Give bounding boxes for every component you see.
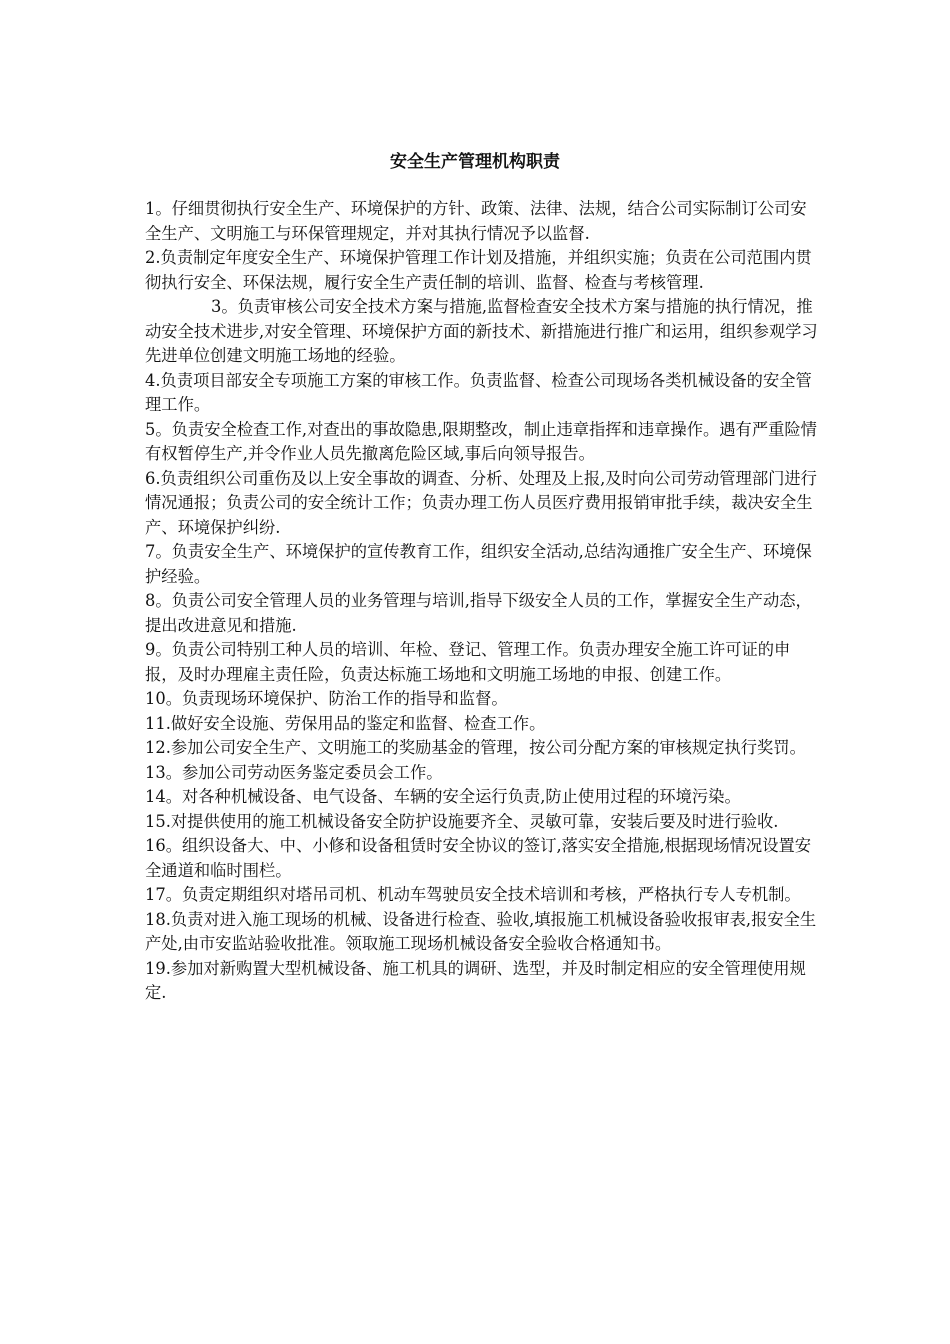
duty-paragraph: 3。负责审核公司安全技术方案与措施,监督检查安全技术方案与措施的执行情况，推动安全技术进步,对安全管理、环境保护方面的新技术、新措施进行推广和运用，组织参观学习先进单位创建文明施工场地的经验。 [145, 297, 818, 365]
duty-paragraph: 5。负责安全检查工作,对查出的事故隐患,限期整改，制止违章指挥和违章操作。遇有严重险情有权暂停生产,并令作业人员先撤离危险区域,事后向领导报告。 [145, 419, 817, 463]
duty-paragraph: 13。参加公司劳动医务鉴定委员会工作。 [145, 762, 443, 782]
duty-paragraph: 6.负责组织公司重伤及以上安全事故的调查、分析、处理及上报,及时向公司劳动管理部门进行情况通报；负责公司的安全统计工作；负责办理工伤人员医疗费用报销审批手续，裁决安全生产、环境保护纠纷. [145, 468, 817, 537]
duty-paragraph: 16。组织设备大、中、小修和设备租赁时安全协议的签订,落实安全措施,根据现场情况设置安全通道和临时围栏。 [145, 836, 812, 880]
duty-paragraph: 17。负责定期组织对塔吊司机、机动车驾驶员安全技术培训和考核，严格执行专人专机制。 [145, 885, 801, 904]
document-body [145, 197, 821, 1006]
duty-paragraph: 11.做好安全设施、劳保用品的鉴定和监督、检查工作。 [145, 713, 546, 733]
duty-paragraph: 9。负责公司特别工种人员的培训、年检、登记、管理工作。负责办理安全施工许可证的申报，及时办理雇主责任险，负责达标施工场地和文明施工场地的申报、创建工作。 [145, 640, 791, 684]
duty-paragraph: 14。对各种机械设备、电气设备、车辆的安全运行负责,防止使用过程的环境污染。 [145, 787, 741, 806]
duty-paragraph: 7。负责安全生产、环境保护的宣传教育工作，组织安全活动,总结沟通推广安全生产、环境保护经验。 [145, 542, 812, 586]
duty-paragraph: 8。负责公司安全管理人员的业务管理与培训,指导下级安全人员的工作，掌握安全生产动态，提出改进意见和措施. [145, 591, 812, 635]
duty-paragraph: 12.参加公司安全生产、文明施工的奖励基金的管理，按公司分配方案的审核规定执行奖罚。 [145, 738, 806, 757]
duty-paragraph: 10。负责现场环境保护、防治工作的指导和监督。 [145, 689, 508, 708]
duty-paragraph: 15.对提供使用的施工机械设备安全防护设施要齐全、灵敏可靠，安装后要及时进行验收. [145, 811, 779, 831]
duty-paragraph: 2.负责制定年度安全生产、环境保护管理工作计划及措施，并组织实施；负责在公司范围内贯彻执行安全、环保法规，履行安全生产责任制的培训、监督、检查与考核管理. [145, 248, 812, 292]
duty-paragraph: 1。仔细贯彻执行安全生产、环境保护的方针、政策、法律、法规，结合公司实际制订公司安全生产、文明施工与环保管理规定，并对其执行情况予以监督. [145, 199, 807, 243]
duty-paragraph: 18.负责对进入施工现场的机械、设备进行检查、验收,填报施工机械设备验收报审表,报安全生产处,由市安监站验收批准。领取施工现场机械设备安全验收合格通知书。 [145, 909, 817, 953]
duty-paragraph: 19.参加对新购置大型机械设备、施工机具的调研、选型，并及时制定相应的安全管理使用规定. [145, 958, 806, 1002]
duty-paragraph: 4.负责项目部安全专项施工方案的审核工作。负责监督、检查公司现场各类机械设备的安全管理工作。 [145, 370, 812, 414]
document-title: 安全生产管理机构职责 [390, 152, 560, 172]
